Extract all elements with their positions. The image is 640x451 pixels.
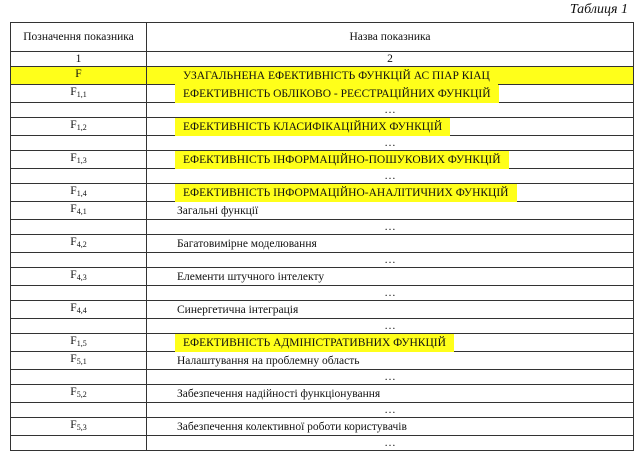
indicator-name-text: … — [384, 287, 396, 299]
indicator-name — [147, 136, 634, 151]
indicator-code-subscript: 1,3 — [76, 156, 87, 165]
column-number: 1 — [11, 52, 147, 67]
indicator-code — [11, 184, 147, 202]
table-row — [11, 253, 634, 268]
indicator-code-subscript: 4,1 — [76, 207, 87, 216]
table-row — [11, 403, 634, 418]
table-row — [11, 184, 634, 202]
indicator-name-text: ЕФЕКТИВНІСТЬ ІНФОРМАЦІЙНО-ПОШУКОВИХ ФУНКЦІЙ — [177, 153, 507, 167]
indicator-name — [147, 169, 634, 184]
table-row — [11, 202, 634, 220]
indicator-name-text: … — [384, 254, 396, 266]
indicator-name — [147, 235, 634, 253]
indicator-name-text: … — [384, 404, 396, 416]
indicator-name-text: Налаштування на проблемну область — [177, 354, 360, 367]
indicator-name — [147, 418, 634, 436]
indicator-code — [11, 136, 147, 151]
indicator-code-subscript: 5,3 — [76, 423, 87, 432]
indicator-name — [147, 301, 634, 319]
header-row — [11, 23, 634, 52]
indicator-code — [11, 286, 147, 301]
indicator-code-letter: F — [70, 335, 77, 347]
indicator-code — [11, 151, 147, 169]
table-row — [11, 385, 634, 403]
table-row — [11, 85, 634, 103]
table-row — [11, 118, 634, 136]
indicator-code — [11, 334, 147, 352]
indicator-name — [147, 286, 634, 301]
indicator-code-letter: F — [70, 203, 77, 215]
indicator-code — [11, 370, 147, 385]
column-number-row — [11, 52, 634, 67]
indicator-name-text: ЕФЕКТИВНІСТЬ ІНФОРМАЦІЙНО-АНАЛІТИЧНИХ ФУНКЦІЙ — [177, 186, 515, 200]
indicator-name-text: УЗАГАЛЬНЕНА ЕФЕКТИВНІСТЬ ФУНКЦІЙ АС ПІАР КІАЦ — [177, 69, 496, 83]
indicator-code — [11, 301, 147, 319]
indicator-code — [11, 202, 147, 220]
indicator-name-text: … — [384, 320, 396, 332]
indicator-code-subscript: 5,2 — [76, 390, 87, 399]
table-row — [11, 103, 634, 118]
header-code: Позначення показника — [11, 23, 147, 52]
indicator-name — [147, 118, 634, 136]
indicator-name — [147, 268, 634, 286]
indicator-code — [11, 385, 147, 403]
indicator-name-text: ЕФЕКТИВНІСТЬ АДМІНІСТРАТИВНИХ ФУНКЦІЙ — [177, 336, 452, 350]
indicator-code-letter: F — [70, 386, 77, 398]
column-number: 2 — [147, 52, 634, 67]
indicator-code — [11, 118, 147, 136]
indicator-name — [147, 403, 634, 418]
indicator-name-text: ЕФЕКТИВНІСТЬ ОБЛІКОВО - РЕЄСТРАЦІЙНИХ ФУНКЦІЙ — [177, 87, 497, 101]
indicator-code-letter: F — [70, 419, 77, 431]
indicator-name-text: … — [384, 221, 396, 233]
header-name: Назва показника — [147, 23, 634, 52]
table-row — [11, 151, 634, 169]
indicator-name-text: … — [384, 170, 396, 182]
indicator-name — [147, 436, 634, 451]
indicator-name-text: … — [384, 104, 396, 116]
indicator-code-subscript: 5,1 — [76, 357, 87, 366]
table-row — [11, 220, 634, 235]
table-row — [11, 370, 634, 385]
indicator-name — [147, 85, 634, 103]
indicator-code — [11, 403, 147, 418]
indicator-name-text: Елементи штучного інтелекту — [177, 270, 325, 283]
table-row — [11, 286, 634, 301]
indicator-name-text: … — [384, 371, 396, 383]
indicator-code-letter: F — [70, 269, 77, 281]
indicator-name — [147, 253, 634, 268]
indicator-code — [11, 436, 147, 451]
indicators-table — [10, 22, 634, 451]
table-row — [11, 268, 634, 286]
table-row — [11, 352, 634, 370]
indicator-code — [11, 418, 147, 436]
indicator-name-text: Багатовимірне моделювання — [177, 237, 317, 250]
indicator-code-letter: F — [70, 302, 77, 314]
indicator-name — [147, 334, 634, 352]
indicator-code-letter: F — [70, 86, 77, 98]
indicator-code-letter: F — [70, 185, 77, 197]
indicator-code-letter: F — [70, 119, 77, 131]
table-row — [11, 169, 634, 184]
table-row — [11, 319, 634, 334]
indicator-code — [11, 103, 147, 118]
indicator-name — [147, 220, 634, 235]
indicator-code — [11, 235, 147, 253]
indicator-name-text: ЕФЕКТИВНІСТЬ КЛАСИФІКАЦІЙНИХ ФУНКЦІЙ — [177, 120, 448, 134]
indicator-name — [147, 202, 634, 220]
indicator-code — [11, 85, 147, 103]
indicator-code — [11, 268, 147, 286]
indicator-code-subscript: 1,4 — [76, 189, 87, 198]
indicator-code — [11, 169, 147, 184]
table-row — [11, 235, 634, 253]
indicator-name — [147, 103, 634, 118]
indicator-code-letter: F — [75, 68, 82, 80]
table-caption: Таблиця 1 — [569, 2, 628, 17]
indicator-name — [147, 352, 634, 370]
indicator-code — [11, 352, 147, 370]
indicator-code — [11, 253, 147, 268]
table-row — [11, 136, 634, 151]
indicator-code-letter: F — [70, 353, 77, 365]
table-row — [11, 67, 634, 85]
indicator-name-text: Забезпечення надійності функціонування — [177, 387, 381, 400]
indicator-code — [11, 319, 147, 334]
indicator-name-text: Забезпечення колективної роботи користувачів — [177, 420, 407, 433]
table-row — [11, 334, 634, 352]
indicator-code-subscript: 1,5 — [76, 339, 87, 348]
indicator-code — [11, 220, 147, 235]
indicator-name-text: Загальні функції — [177, 204, 259, 217]
indicator-name-text: … — [384, 437, 396, 449]
indicator-name-text: … — [384, 137, 396, 149]
indicator-code-subscript: 1,2 — [76, 123, 87, 132]
indicator-name — [147, 370, 634, 385]
indicator-code-letter: F — [70, 236, 77, 248]
indicator-name — [147, 151, 634, 169]
indicator-name-text: Синергетична інтеграція — [177, 303, 299, 316]
indicator-code-subscript: 4,3 — [76, 273, 87, 282]
indicator-name — [147, 67, 634, 85]
indicator-code-subscript: 4,2 — [76, 240, 87, 249]
table-row — [11, 301, 634, 319]
indicator-name — [147, 319, 634, 334]
indicator-code-subscript: 1,1 — [76, 90, 87, 99]
indicator-name — [147, 385, 634, 403]
indicator-name — [147, 184, 634, 202]
table-row — [11, 436, 634, 451]
indicator-code-letter: F — [70, 152, 77, 164]
indicator-code — [11, 67, 147, 85]
indicator-code-subscript: 4,4 — [76, 306, 87, 315]
table-row — [11, 418, 634, 436]
